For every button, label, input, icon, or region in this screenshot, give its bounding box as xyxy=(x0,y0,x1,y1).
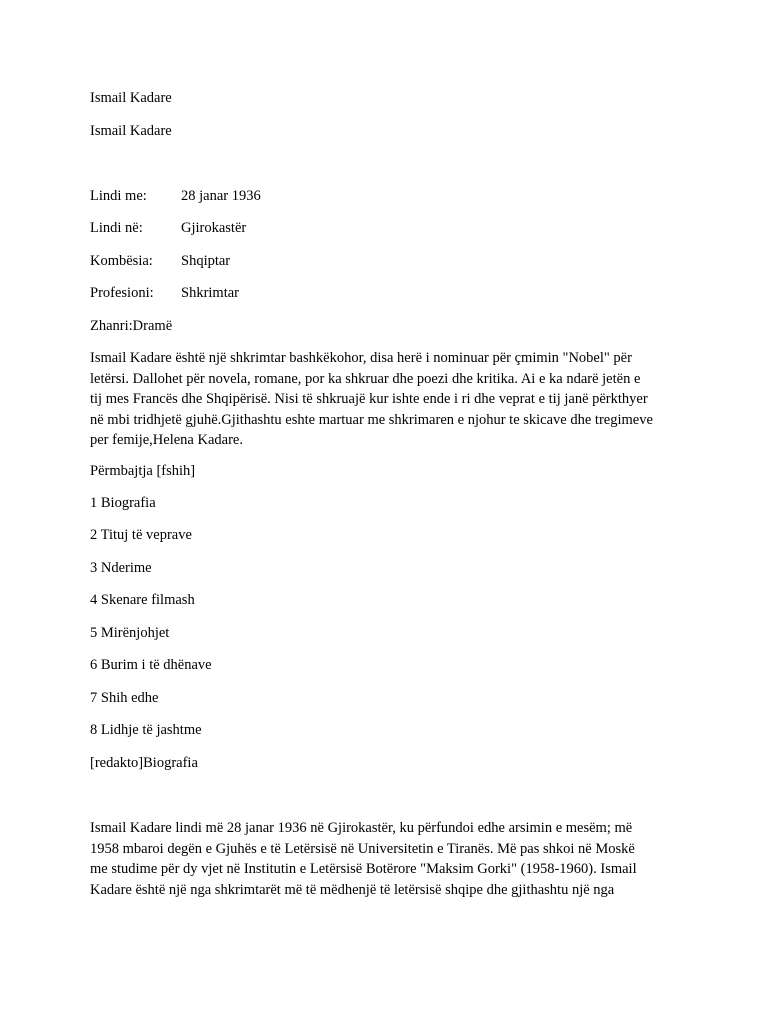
info-label: Lindi me: xyxy=(90,188,147,204)
info-label: Lindi në: xyxy=(90,220,143,236)
info-value: Shqiptar xyxy=(181,253,231,269)
info-label: Kombësia: xyxy=(90,253,153,269)
toc-item: 1 Biografia xyxy=(90,495,156,511)
document-subtitle: Ismail Kadare xyxy=(90,123,172,139)
intro-line: per femije,Helena Kadare. xyxy=(90,432,243,448)
info-value: Shkrimtar xyxy=(181,285,239,301)
toc-item: 4 Skenare filmash xyxy=(90,592,195,608)
toc-item: 3 Nderime xyxy=(90,560,152,576)
info-row-birthdate xyxy=(90,187,261,205)
toc-item: 7 Shih edhe xyxy=(90,690,159,706)
intro-line: letërsi. Dallohet për novela, romane, por ka shkruar dhe poezi dhe kritika. Ai e ka ndarë jetën e xyxy=(90,370,641,387)
bio-paragraph xyxy=(90,818,690,900)
intro-line: Ismail Kadare është një shkrimtar bashkëkohor, disa herë i nominuar për çmimin "Nobel" për xyxy=(90,350,632,366)
intro-line: në mbi tridhjetë gjuhë.Gjithashtu eshte martuar me shkrimaren e njohur te skicave dhe tregimeve xyxy=(90,411,653,428)
toc-item: 6 Burim i të dhënave xyxy=(90,657,212,673)
bio-line: Kadare është një nga shkrimtarët më të mëdhenjë të letërsisë shqipe dhe gjithashtu një nga xyxy=(90,881,615,898)
section-heading: [redakto]Biografia xyxy=(90,755,198,771)
info-row-birthplace xyxy=(90,219,246,237)
toc-item: 8 Lidhje të jashtme xyxy=(90,722,202,738)
bio-line: me studime për dy vjet në Institutin e Letërsisë Botërore "Maksim Gorki" (1958-1960). Ismail xyxy=(90,861,637,877)
bio-line: Ismail Kadare lindi më 28 janar 1936 në Gjirokastër, ku përfundoi edhe arsimin e mesëm; më xyxy=(90,820,633,836)
toc-item: 2 Tituj të veprave xyxy=(90,527,192,543)
info-row-profession xyxy=(90,284,239,302)
intro-paragraph xyxy=(90,348,690,451)
info-value: Gjirokastër xyxy=(181,220,247,236)
genre-line: Zhanri:Dramë xyxy=(90,318,173,334)
document-title: Ismail Kadare xyxy=(90,90,172,106)
toc-heading: Përmbajtja [fshih] xyxy=(90,463,196,479)
info-value: 28 janar 1936 xyxy=(181,188,261,204)
info-row-nationality xyxy=(90,252,230,270)
info-label: Profesioni: xyxy=(90,285,154,301)
intro-line: tij mes Francës dhe Shqipërisë. Nisi të shkruajë kur ishte ende i ri dhe veprat e tij janë përkthyer xyxy=(90,391,648,407)
toc-item: 5 Mirënjohjet xyxy=(90,625,170,641)
bio-line: 1958 mbaroi degën e Gjuhës e të Letërsisë në Universitetin e Tiranës. Më pas shkoi në Moskë xyxy=(90,840,635,857)
